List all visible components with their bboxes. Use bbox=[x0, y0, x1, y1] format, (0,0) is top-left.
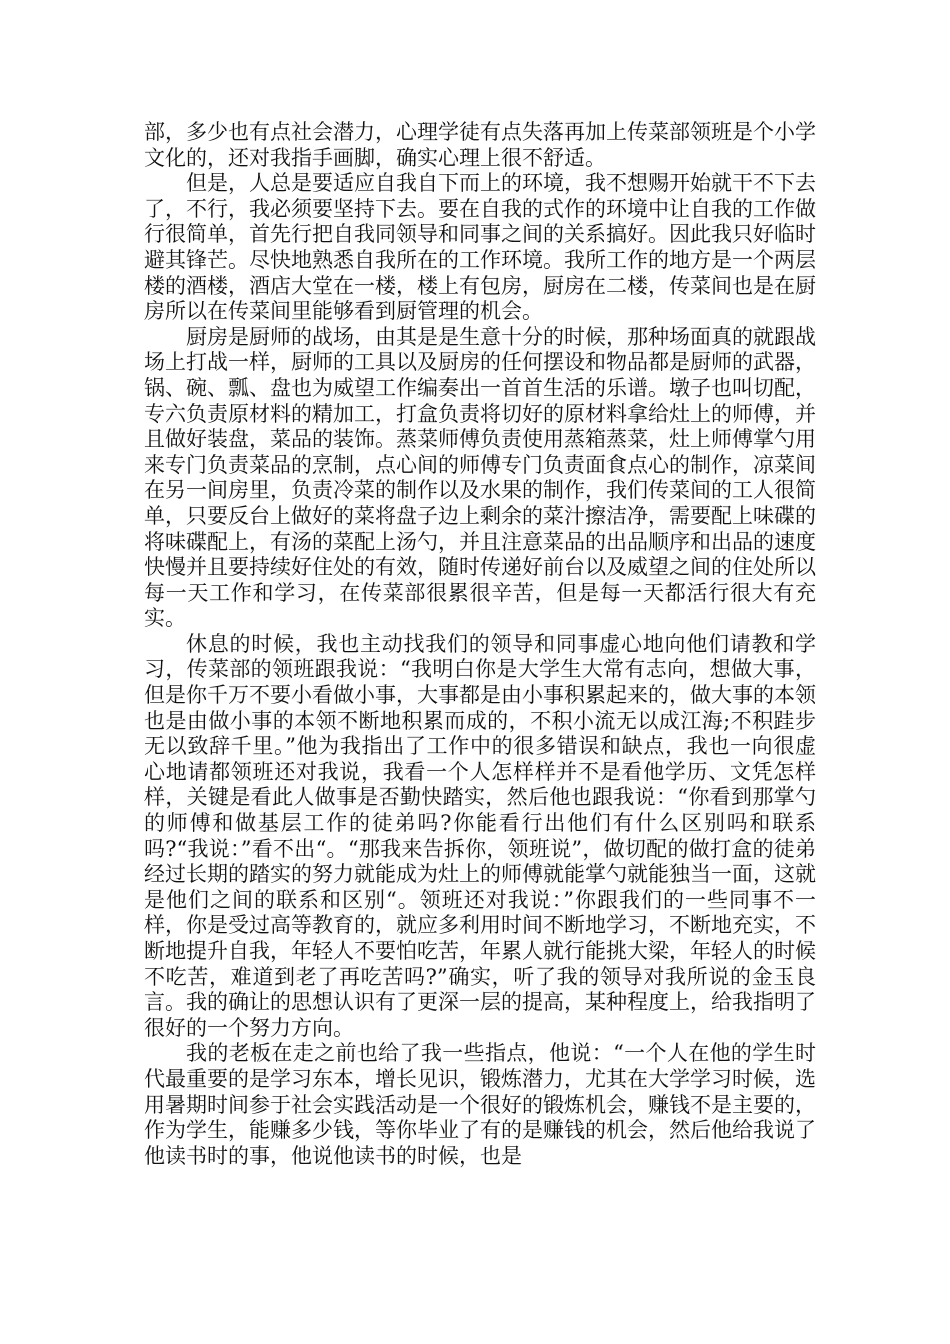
paragraph: 但是，人总是要适应自我自下而上的环境，我不想赐开始就干不下去了，不行，我必须要坚持下去。要在自我的式作的环境中让自我的工作做行很简单，首先行把自我同领导和同事之间的关系搞好。因此我只好临时避其锋芒。尽快地熟悉自我所在的工作环境。我所工作的地方是一个两层楼的酒楼，酒店大堂在一楼，楼上有包房，厨房在二楼，传菜间也是在厨房所以在传菜间里能够看到厨管理的机会。 bbox=[144, 171, 816, 324]
body-text bbox=[144, 120, 816, 1169]
paragraph-continuation: 部，多少也有点社会潜力，心理学徒有点失落再加上传菜部领班是个小学文化的，还对我指手画脚，确实心理上很不舒适。 bbox=[144, 120, 816, 170]
paragraph: 厨房是厨师的战场，由其是是生意十分的时候，那种场面真的就跟战场上打战一样，厨师的工具以及厨房的任何摆设和物品都是厨师的武器，锅、碗、瓢、盘也为威望工作编奏出一首首生活的乐谱。墩子也叫切配，专六负责原材料的精加工，打盒负责将切好的原材料拿给灶上的师傅，并且做好装盘，菜品的装饰。蒸菜师傅负责使用蒸箱蒸菜，灶上师傅掌勺用来专门负责菜品的烹制，点心间的师傅专门负责面食点心的制作，凉菜间在另一间房里，负责冷菜的制作以及水果的制作，我们传菜间的工人很简单，只要反台上做好的菜将盘子边上剩余的菜汁擦洁净，需要配上味碟的将味碟配上，有汤的菜配上汤勺，并且注意菜品的出品顺序和出品的速度快慢并且要持续好住处的有效，随时传递好前台以及威望之间的住处所以每一天工作和学习，在传菜部很累很辛苦，但是每一天都活行很大有充实。 bbox=[144, 324, 816, 631]
paragraph: 休息的时候，我也主动找我们的领导和同事虚心地向他们请教和学习，传菜部的领班跟我说：“我明白你是大学生大常有志向，想做大事，但是你千万不要小看做小事，大事都是由小事积累起来的，做大事的本领也是由做小事的本领不断地积累而成的，不积小流无以成江海;不积跬步无以致辞千里。”他为我指出了工作中的很多错误和缺点，我也一向很虚心地请都领班还对我说，我看一个人怎样样并不是看他学历、文凭怎样样，关键是看此人做事是否勤快踏实，然后他也跟我说：“你看到那掌勺的师傅和做基层工作的徒弟吗?你能看行出他们有什么区别吗和联系吗?“我说：”看不出“。“那我来告拆你，领班说”，做切配的做打盒的徒弟经过长期的踏实的努力就能成为灶上的师傅就能掌勺就能独当一面，这就是他们之间的联系和区别“。领班还对我说：”你跟我们的一些同事不一样，你是受过高等教育的，就应多利用时间不断地学习，不断地充实，不断地提升自我，年轻人不要怕吃苦，年累人就行能挑大梁，年轻人的时候不吃苦，难道到老了再吃苦吗?”确实，听了我的领导对我所说的金玉良言。我的确让的思想认识有了更深一层的提高，某种程度上，给我指明了很好的一个努力方向。 bbox=[144, 631, 816, 1040]
paragraph: 我的老板在走之前也给了我一些指点，他说：“一个人在他的学生时代最重要的是学习东本，增长见识，锻炼潜力，尤其在大学学习时候，选用暑期时间参于社会实践活动是一个很好的锻炼机会，赚钱不是主要的，作为学生，能赚多少钱，等你毕业了有的是赚钱的机会，然后他给我说了他读书时的事，他说他读书的时候，也是 bbox=[144, 1041, 816, 1168]
